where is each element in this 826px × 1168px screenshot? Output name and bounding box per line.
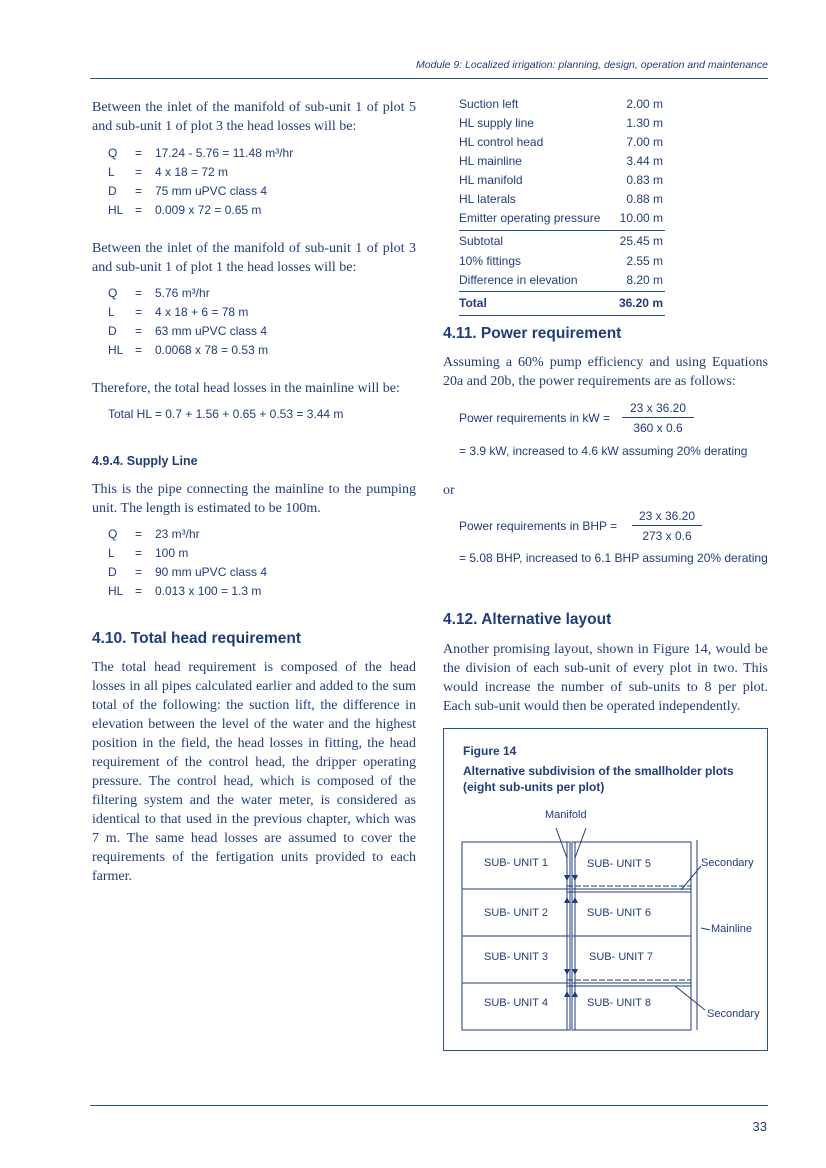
equation-block-1 bbox=[108, 146, 418, 222]
kw-numerator: 23 x 36.20 bbox=[629, 401, 687, 415]
therefore-text: Therefore, the total head losses in the mainline will be: bbox=[92, 381, 400, 396]
total-hl-equation: Total HL = 0.7 + 1.56 + 0.65 + 0.53 = 3.44 m bbox=[108, 407, 344, 421]
manifold-pointer bbox=[575, 828, 586, 858]
eq-symbol: D bbox=[108, 324, 117, 338]
secondary-label-bottom: Secondary bbox=[707, 1008, 760, 1020]
eq-equals: = bbox=[135, 184, 143, 198]
manifold-pointer bbox=[556, 828, 567, 858]
eq-expression: 0.013 x 100 = 1.3 m bbox=[155, 584, 262, 598]
supply-line-heading: 4.9.4. Supply Line bbox=[92, 454, 198, 468]
bhp-numerator: 23 x 36.20 bbox=[638, 509, 696, 523]
kw-denominator: 360 x 0.6 bbox=[633, 421, 683, 435]
intro-paragraph-1: Between the inlet of the manifold of sub-unit 1 of plot 5 and sub-unit 1 of plot 3 the head losses will be: bbox=[92, 100, 416, 134]
eq-row bbox=[108, 165, 418, 183]
table-row-label: 10% fittings bbox=[459, 254, 522, 268]
eq-symbol: Q bbox=[108, 146, 118, 160]
kw-result: = 3.9 kW, increased to 4.6 kW assuming 20% derating bbox=[459, 444, 748, 458]
eq-row bbox=[108, 184, 418, 202]
alternative-layout-heading: 4.12. Alternative layout bbox=[443, 611, 612, 628]
table-row bbox=[459, 172, 665, 191]
table-total-value: 36.20 m bbox=[618, 296, 663, 310]
eq-expression: 0.0068 x 78 = 0.53 m bbox=[155, 343, 269, 357]
table-row-value: 25.45 m bbox=[619, 234, 663, 248]
table-row-value: 0.83 m bbox=[626, 173, 663, 187]
table-row bbox=[459, 272, 665, 291]
head-summary-table bbox=[459, 96, 665, 318]
eq-equals: = bbox=[135, 146, 143, 160]
header-rule bbox=[90, 78, 768, 79]
kw-formula-label: Power requirements in kW = bbox=[459, 411, 611, 425]
table-row-label: Subtotal bbox=[459, 234, 504, 248]
eq-equals: = bbox=[135, 165, 143, 179]
secondary-pointer bbox=[675, 986, 705, 1010]
eq-expression: 100 m bbox=[155, 546, 189, 560]
valve-marker bbox=[572, 969, 578, 975]
eq-row bbox=[108, 203, 418, 221]
eq-expression: 0.009 x 72 = 0.65 m bbox=[155, 203, 262, 217]
table-row-value: 3.44 m bbox=[626, 154, 663, 168]
table-row bbox=[459, 115, 665, 134]
eq-row bbox=[108, 565, 418, 583]
sub-unit-label: SUB- UNIT 6 bbox=[587, 907, 651, 919]
table-row-label: HL supply line bbox=[459, 116, 534, 130]
total-head-heading: 4.10. Total head requirement bbox=[92, 630, 302, 647]
valve-marker bbox=[572, 897, 578, 903]
eq-expression: 90 mm uPVC class 4 bbox=[155, 565, 268, 579]
table-divider bbox=[459, 291, 665, 292]
alternative-layout-text: Another promising layout, shown in Figure 14, would be the division of each sub-unit of every plot in two. This would increase the number of sub-units to 8 per plot. Each sub-unit would then be operated independently. bbox=[443, 642, 768, 714]
sub-unit-label: SUB- UNIT 7 bbox=[589, 951, 653, 963]
mainline-pointer bbox=[701, 928, 710, 930]
kw-fraction bbox=[622, 401, 694, 435]
table-row bbox=[459, 96, 665, 115]
eq-row bbox=[108, 305, 418, 323]
eq-symbol: D bbox=[108, 184, 117, 198]
figure-label: Figure 14 bbox=[463, 744, 517, 758]
eq-equals: = bbox=[135, 305, 143, 319]
valve-marker bbox=[572, 875, 578, 881]
eq-symbol: D bbox=[108, 565, 117, 579]
table-row bbox=[459, 191, 665, 210]
eq-equals: = bbox=[135, 324, 143, 338]
eq-symbol: HL bbox=[108, 584, 124, 598]
valve-marker bbox=[564, 991, 570, 997]
eq-expression: 4 x 18 = 72 m bbox=[155, 165, 229, 179]
bhp-formula-label: Power requirements in BHP = bbox=[459, 519, 618, 533]
table-row-label: HL manifold bbox=[459, 173, 523, 187]
figure-caption: Alternative subdivision of the smallholder plots (eight sub-units per plot) bbox=[463, 764, 734, 794]
or-text: or bbox=[443, 483, 455, 498]
table-row-value: 2.00 m bbox=[626, 97, 663, 111]
eq-row bbox=[108, 324, 418, 342]
eq-symbol: L bbox=[108, 305, 115, 319]
eq-equals: = bbox=[135, 584, 143, 598]
sub-unit-label: SUB- UNIT 4 bbox=[484, 997, 548, 1009]
running-header: Module 9: Localized irrigation: planning, design, operation and maintenance bbox=[416, 59, 768, 71]
eq-symbol: Q bbox=[108, 527, 118, 541]
table-total-label: Total bbox=[459, 296, 487, 310]
eq-expression: 23 m³/hr bbox=[155, 527, 200, 541]
table-row-label: HL mainline bbox=[459, 154, 522, 168]
eq-symbol: HL bbox=[108, 203, 124, 217]
eq-expression: 5.76 m³/hr bbox=[155, 286, 210, 300]
total-head-text: The total head requirement is composed of the head losses in all pipes calculated earlier and added to the sum total of the following: the suction lift, the difference in elevation between the level of the water and the highest position in the field, the head losses in fitting, the head requirement of the control head, the dripper operating pressure. The control head, which is composed of the filtering system and the water meter, is considered as identical to that used in the previous chapter, which was 7 m. The same head losses are assumed to cover the requirements of the fertigation units provided to each farmer. bbox=[92, 660, 416, 884]
table-row-value: 0.88 m bbox=[626, 192, 663, 206]
valve-marker bbox=[564, 969, 570, 975]
eq-equals: = bbox=[135, 286, 143, 300]
sub-unit-label: SUB- UNIT 8 bbox=[587, 997, 651, 1009]
bhp-denominator: 273 x 0.6 bbox=[642, 529, 692, 543]
sub-unit-label: SUB- UNIT 1 bbox=[484, 857, 548, 869]
equation-block-3 bbox=[108, 527, 418, 603]
eq-row bbox=[108, 343, 418, 361]
eq-expression: 75 mm uPVC class 4 bbox=[155, 184, 268, 198]
eq-equals: = bbox=[135, 343, 143, 357]
table-row bbox=[459, 134, 665, 153]
eq-symbol: L bbox=[108, 546, 115, 560]
eq-expression: 63 mm uPVC class 4 bbox=[155, 324, 268, 338]
intro-paragraph-2: Between the inlet of the manifold of sub-unit 1 of plot 3 and sub-unit 1 of plot 1 the head losses will be: bbox=[92, 241, 416, 275]
valve-marker bbox=[564, 897, 570, 903]
bhp-result: = 5.08 BHP, increased to 6.1 BHP assuming 20% derating bbox=[459, 551, 768, 565]
supply-line-text: This is the pipe connecting the mainline to the pumping unit. The length is estimated to be 100m. bbox=[92, 482, 416, 516]
eq-row bbox=[108, 527, 418, 545]
eq-equals: = bbox=[135, 546, 143, 560]
table-row bbox=[459, 233, 665, 252]
table-row-label: Suction left bbox=[459, 97, 519, 111]
page-number: 33 bbox=[752, 1119, 767, 1134]
sub-unit-label: SUB- UNIT 5 bbox=[587, 858, 651, 870]
eq-equals: = bbox=[135, 565, 143, 579]
eq-symbol: L bbox=[108, 165, 115, 179]
eq-row bbox=[108, 146, 418, 164]
footer-rule bbox=[90, 1105, 768, 1106]
valve-marker bbox=[572, 991, 578, 997]
table-divider bbox=[459, 315, 665, 316]
eq-symbol: HL bbox=[108, 343, 124, 357]
table-row-label: HL control head bbox=[459, 135, 544, 149]
power-requirement-heading: 4.11. Power requirement bbox=[443, 325, 622, 342]
table-row-value: 7.00 m bbox=[626, 135, 663, 149]
eq-expression: 4 x 18 + 6 = 78 m bbox=[155, 305, 249, 319]
table-row-label: HL laterals bbox=[459, 192, 516, 206]
equation-block-2 bbox=[108, 286, 418, 362]
table-row-value: 10.00 m bbox=[619, 211, 663, 225]
table-row bbox=[459, 153, 665, 172]
eq-row bbox=[108, 584, 418, 602]
mainline-label: Mainline bbox=[711, 923, 752, 935]
bhp-fraction bbox=[632, 509, 702, 543]
eq-expression: 17.24 - 5.76 = 11.48 m³/hr bbox=[155, 146, 294, 160]
secondary-label-top: Secondary bbox=[701, 857, 754, 869]
eq-row bbox=[108, 286, 418, 304]
table-row-label: Difference in elevation bbox=[459, 273, 578, 287]
table-row-label: Emitter operating pressure bbox=[459, 211, 601, 225]
power-requirement-text: Assuming a 60% pump efficiency and using Equations 20a and 20b, the power requirements are as follows: bbox=[443, 355, 768, 389]
eq-equals: = bbox=[135, 203, 143, 217]
sub-unit-label: SUB- UNIT 2 bbox=[484, 907, 548, 919]
table-total-row bbox=[459, 295, 665, 314]
sub-unit-label: SUB- UNIT 3 bbox=[484, 951, 548, 963]
table-row bbox=[459, 210, 665, 229]
table-row-value: 1.30 m bbox=[626, 116, 663, 130]
table-divider bbox=[459, 230, 665, 231]
table-row-value: 2.55 m bbox=[626, 254, 663, 268]
eq-row bbox=[108, 546, 418, 564]
table-row bbox=[459, 253, 665, 272]
eq-symbol: Q bbox=[108, 286, 118, 300]
eq-equals: = bbox=[135, 527, 143, 541]
valve-marker bbox=[564, 875, 570, 881]
manifold-label: Manifold bbox=[545, 809, 587, 821]
table-row-value: 8.20 m bbox=[626, 273, 663, 287]
